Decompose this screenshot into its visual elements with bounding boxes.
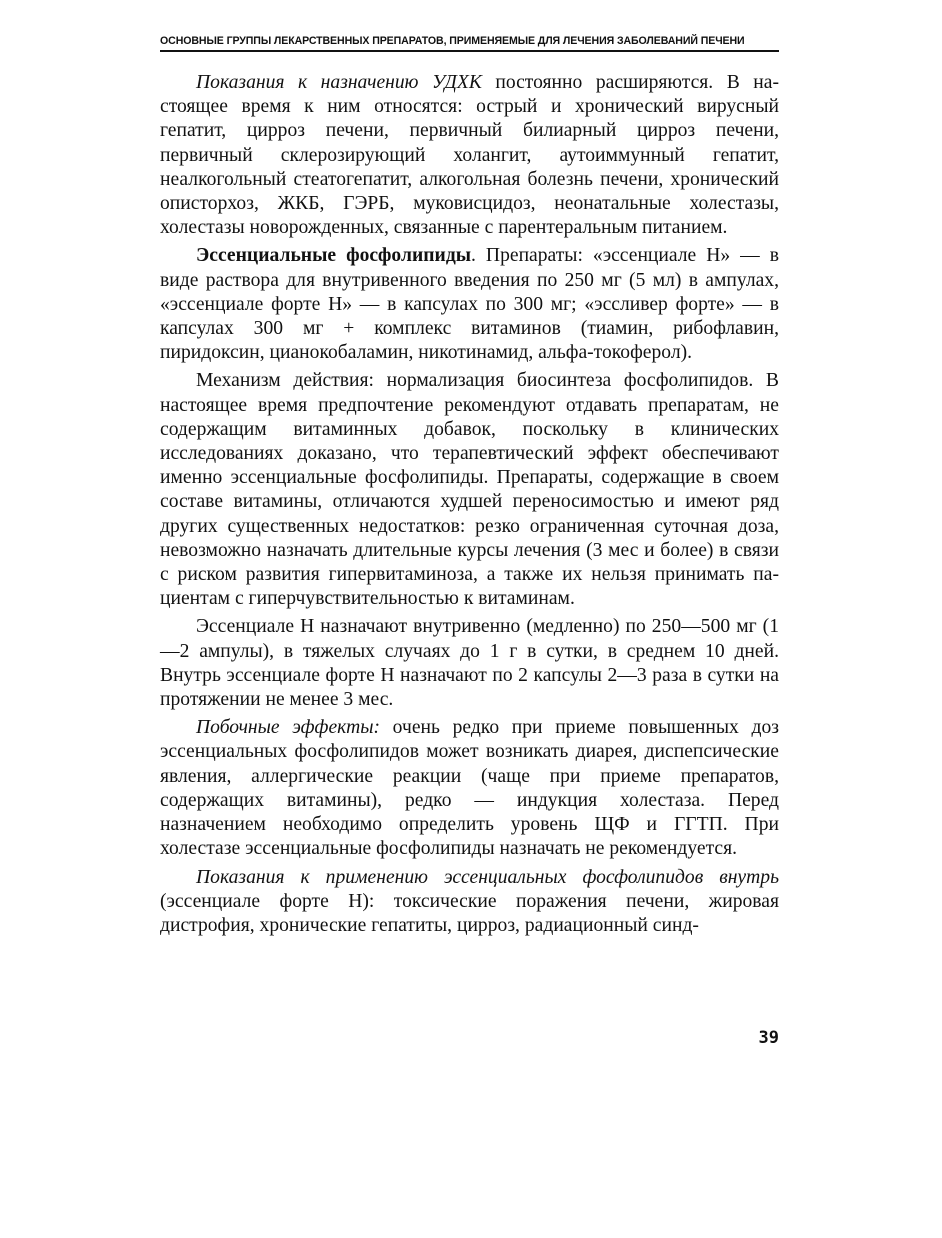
paragraph-text: Эссенциале Н назначают внутривенно (медленно) по 250—500 мг (1—2 ампулы), в тяжелых случаях до 1 г в сутки, в среднем 10 дней. Внутрь эссенциале форте Н назначают по 2 капсулы 2—3 раза в сутки на протяжении не менее 3 мес. xyxy=(160,616,779,711)
paragraph-text: Механизм действия: нормализация биосинтеза фосфолипидов. В настоящее время предпочтение рекомендуют отдавать препаратам, не содержащим витаминных добавок, поскольку в клинических исследованиях доказано, что терапевтический эффект обеспечивают именно эссенциальные фосфолипиды. Препараты, содержащие в своем составе витамины, отличаются худшей переносимостью и имеют ряд других существенных недостатков: резко ограниченная суточная доза, невозможно назначать длительные курсы лечения (3 мес и более) в связи с риском развития гипервитаминоза, а также их нельзя принимать пациентам с гиперчувствительностью к витаминам. xyxy=(160,370,779,610)
paragraph-udca-indications xyxy=(160,71,779,240)
running-header: ОСНОВНЫЕ ГРУППЫ ЛЕКАРСТВЕННЫХ ПРЕПАРАТОВ, ПРИМЕНЯЕМЫЕ ДЛЯ ЛЕЧЕНИЯ ЗАБОЛЕВАНИЙ ПЕЧЕНИ xyxy=(160,35,745,47)
paragraph-lead-bold: Эссенциальные фосфолипиды xyxy=(196,245,472,267)
paragraph-essential-phospholipids xyxy=(160,244,779,365)
paragraph-side-effects xyxy=(160,716,779,861)
header-rule xyxy=(160,50,779,52)
paragraph-text: очень редко при приеме повышенных доз эссенциальных фосфолипидов может возникать диарея, диспепсические явления, аллергические реакции (чаще при приеме препаратов, содержащих витамины), редко — индукция холестаза. Перед назначением необходимо определить уровень ЩФ и ГГТП. При холестазе эссенциальные фосфолипиды назначать не рекомендуется. xyxy=(160,717,779,860)
paragraph-dosage xyxy=(160,615,779,712)
paragraph-text: . Препараты: «эссенциале Н» — в виде раствора для внутривенного введения по 250 мг (5 мл) в ампулах, «эссенциале форте Н» — в капсулах по 300 мг; «эссливер форте» — в капсулах 300 мг + комплекс витаминов (тиамин, рибофлавин, пиридоксин, цианокобаламин, никотинамид, альфа-токоферол). xyxy=(160,245,779,364)
paragraph-text: (эссенциале форте Н): токсические поражения печени, жировая дистрофия, хронические гепатиты, цирроз, радиационный синд- xyxy=(160,890,779,936)
page-number: 39 xyxy=(758,1028,779,1048)
paragraph-text: постоянно расширяются. В настоящее время к ним относятся: острый и хронический вирусный гепатит, цирроз печени, первичный билиарный цирроз печени, первичный склерозирующий холангит, аутоиммунный гепатит, неалкогольный стеатогепатит, алкогольная болезнь печени, хронический описторхоз, ЖКБ, ГЭРБ, муковисцидоз, неонатальные холестазы, холестазы новорожденных, связанные с парентеральным питанием. xyxy=(160,72,779,239)
paragraph-mechanism xyxy=(160,369,779,611)
body-text xyxy=(160,71,779,938)
paragraph-lead-italic: Показания к применению эссенциальных фосфолипидов внутрь xyxy=(196,866,779,888)
paragraph-lead-italic: Показания к назначению УДХК xyxy=(196,72,482,93)
paragraph-lead-italic: Побочные эффекты: xyxy=(196,717,381,739)
paragraph-oral-indications xyxy=(160,866,779,939)
